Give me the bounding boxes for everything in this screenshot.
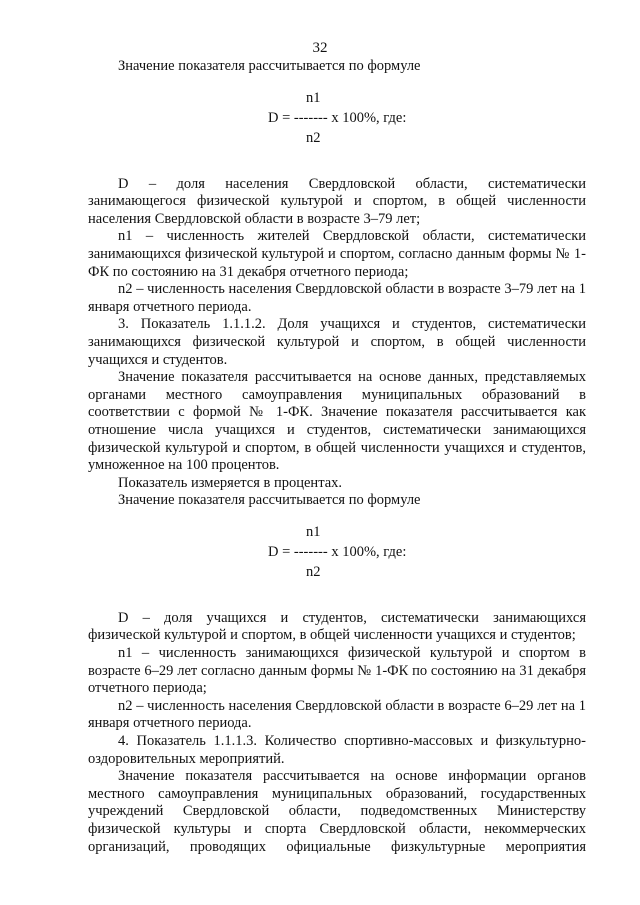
formula-expression: D = ------- x 100%, где: [268,109,407,126]
paragraph: 3. Показатель 1.1.1.2. Доля учащихся и студентов, систематически занимающихся физической культурой и спортом, в общей численности учащихся и студентов. [88,316,586,368]
paragraph: n1 – численность жителей Свердловской области, систематически занимающихся физической культурой и спортом, согласно данным формы № 1-ФК по состоянию на 31 декабря отчетного периода; [88,228,586,280]
paragraph: Значение показателя рассчитывается на основе информации органов местного самоуправления муниципальных образований, государственных учреждений Свердловской области, подведомственных Министерству физической культуры и спорта Свердловской области, некоммерческих организаций, проводящих официальные физкультурные мероприятия [88,768,586,855]
formula [88,90,586,156]
document-body [88,58,586,856]
formula-expression: D = ------- x 100%, где: [268,543,407,560]
paragraph: Значение показателя рассчитывается по формуле [118,492,421,509]
paragraph: Значение показателя рассчитывается по формуле [118,58,421,74]
paragraph: 4. Показатель 1.1.1.3. Количество спортивно-массовых и физкультурно-оздоровительных мероприятий. [88,733,586,767]
paragraph: Показатель измеряется в процентах. [118,474,343,491]
paragraph: Значение показателя рассчитывается на основе данных, представляемых органами местного самоуправления муниципальных образований в соответствии с формой № 1-ФК. Значение показателя рассчитывается как отношение числа учащихся и студентов, систематически занимающихся физической культурой и спортом, в общей численности учащихся и студентов, умноженное на 100 процентов. [88,369,586,474]
paragraph: n2 – численность населения Свердловской области в возрасте 6–29 лет на 1 января отчетного периода. [88,697,586,732]
formula-numerator: n1 [306,523,321,540]
formula [88,524,586,590]
paragraph: D – доля населения Свердловской области, систематически занимающегося физической культурой и спортом, в общей численности населения Свердловской области в возрасте 3–79 лет; [88,175,586,227]
formula-denominator: n2 [306,563,321,580]
formula-numerator: n1 [306,89,321,106]
paragraph: n1 – численность занимающихся физической культурой и спортом в возрасте 6–29 лет согласно данным формы № 1-ФК по состоянию на 31 декабря отчетного периода; [88,645,586,697]
page-number: 32 [312,40,328,56]
paragraph: n2 – численность населения Свердловской области в возрасте 3–79 лет на 1 января отчетного периода. [88,281,586,315]
formula-denominator: n2 [306,129,321,146]
paragraph: D – доля учащихся и студентов, систематически занимающихся физической культурой и спортом, в общей численности учащихся и студентов; [88,609,586,644]
